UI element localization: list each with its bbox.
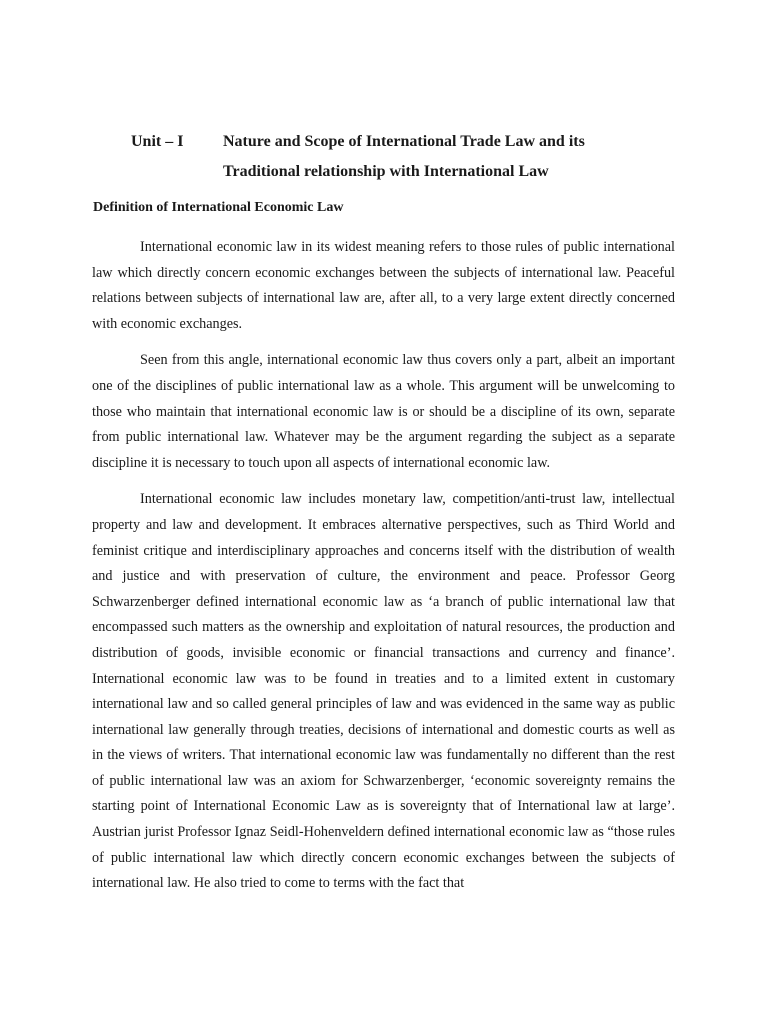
chapter-title-line-2: Traditional relationship with International Law [223,163,549,180]
chapter-heading [131,127,691,187]
chapter-heading-row-1 [131,127,691,157]
section-title: Definition of International Economic Law [93,200,344,215]
paragraph-3: International economic law includes monetary law, competition/anti-trust law, intellectual property and law and development. It embraces alternative perspectives, such as Third World and feminist critique and interdisciplinary approaches and concerns itself with the distribution of wealth and justice and with preservation of culture, the environment and peace. Professor Georg Schwarzenberger defined international economic law as ‘a branch of public international law that encompassed such matters as the ownership and exploitation of natural resources, the production and distribution of goods, invisible economic or financial transactions and currency and finance’. International economic law was to be found in treaties and to a limited extent in customary international law and so called general principles of law and was evidenced in the same way as public international law generally through treaties, decisions of international and domestic courts as well as in the views of writers. That international economic law was fundamentally no different than the rest of public international law was an axiom for Schwarzenberger, ‘economic sovereignty remains the starting point of International Economic Law as is sovereignty that of International law at large’. Austrian jurist Professor Ignaz Seidl-Hohenveldern defined international economic law as “those rules of public international law which directly concern economic exchanges between the subjects of international law. He also tried to come to terms with the fact that [92,491,675,892]
unit-label: Unit – I [131,133,184,150]
chapter-title-line-1: Nature and Scope of International Trade Law and its [223,133,585,150]
chapter-heading-row-2 [131,157,691,187]
paragraph-1: International economic law in its widest meaning refers to those rules of public international law which directly concern economic exchanges between the subjects of international law. Peaceful relations between subjects of international law are, after all, to a very large extent directly concerned with economic exchanges. [92,239,675,332]
body-text [92,235,675,908]
paragraph-2: Seen from this angle, international economic law thus covers only a part, albeit an important one of the disciplines of public international law as a whole. This argument will be unwelcoming to those who maintain that international economic law is or should be a discipline of its own, separate from public international law. Whatever may be the argument regarding the subject as a separate discipline it is necessary to touch upon all aspects of international economic law. [92,352,675,471]
